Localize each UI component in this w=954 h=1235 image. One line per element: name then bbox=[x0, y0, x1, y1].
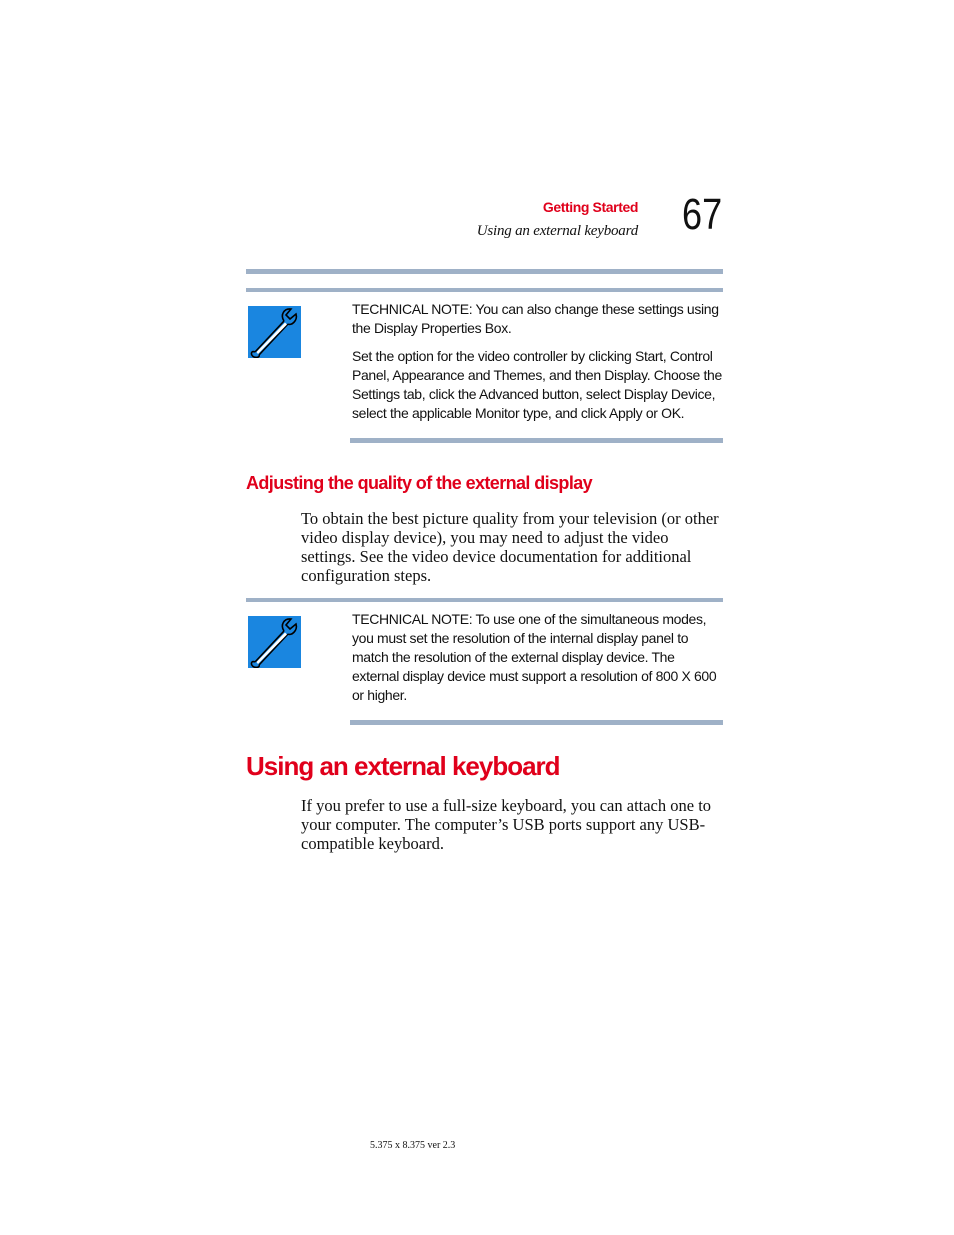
note1-wrench-icon bbox=[248, 306, 301, 358]
header-rule bbox=[246, 269, 723, 274]
note2-wrench-icon bbox=[248, 616, 301, 668]
running-header-section: Getting Started bbox=[542, 199, 638, 215]
note1-bottom-rule bbox=[350, 438, 723, 443]
page-number: 67 bbox=[682, 190, 723, 239]
note2-top-rule bbox=[246, 598, 723, 602]
note1-top-rule bbox=[246, 288, 723, 292]
section-quality-body: To obtain the best picture quality from your television (or other video display device), you may need to adjust the video settings. See the video device documentation for additional configuration steps. bbox=[301, 509, 719, 585]
section-heading-keyboard: Using an external keyboard bbox=[246, 751, 560, 781]
footer-version: 5.375 x 8.375 ver 2.3 bbox=[370, 1140, 456, 1151]
note1-paragraph-1: TECHNICAL NOTE: You can also change these settings using the Display Properties Box. bbox=[352, 301, 719, 336]
note2-text bbox=[352, 610, 724, 714]
section-keyboard-body: If you prefer to use a full-size keyboard, you can attach one to your computer. The computer’s USB ports support any USB-compatible keyboard. bbox=[301, 796, 712, 853]
running-header-subsection: Using an external keyboard bbox=[476, 223, 638, 239]
note1-text bbox=[352, 300, 724, 432]
note1-paragraph-2: Set the option for the video controller by clicking Start, Control Panel, Appearance and Themes, and then Display. Choose the Settings tab, click the Advanced button, select Display Device, select the applicable Monitor type, and click Apply or OK. bbox=[352, 348, 722, 421]
note2-paragraph-1: TECHNICAL NOTE: To use one of the simultaneous modes, you must set the resolution of the internal display panel to match the resolution of the external display device. The external display device must support a resolution of 800 X 600 or higher. bbox=[352, 611, 717, 703]
section-heading-quality: Adjusting the quality of the external display bbox=[246, 473, 593, 493]
note2-bottom-rule bbox=[350, 720, 723, 725]
